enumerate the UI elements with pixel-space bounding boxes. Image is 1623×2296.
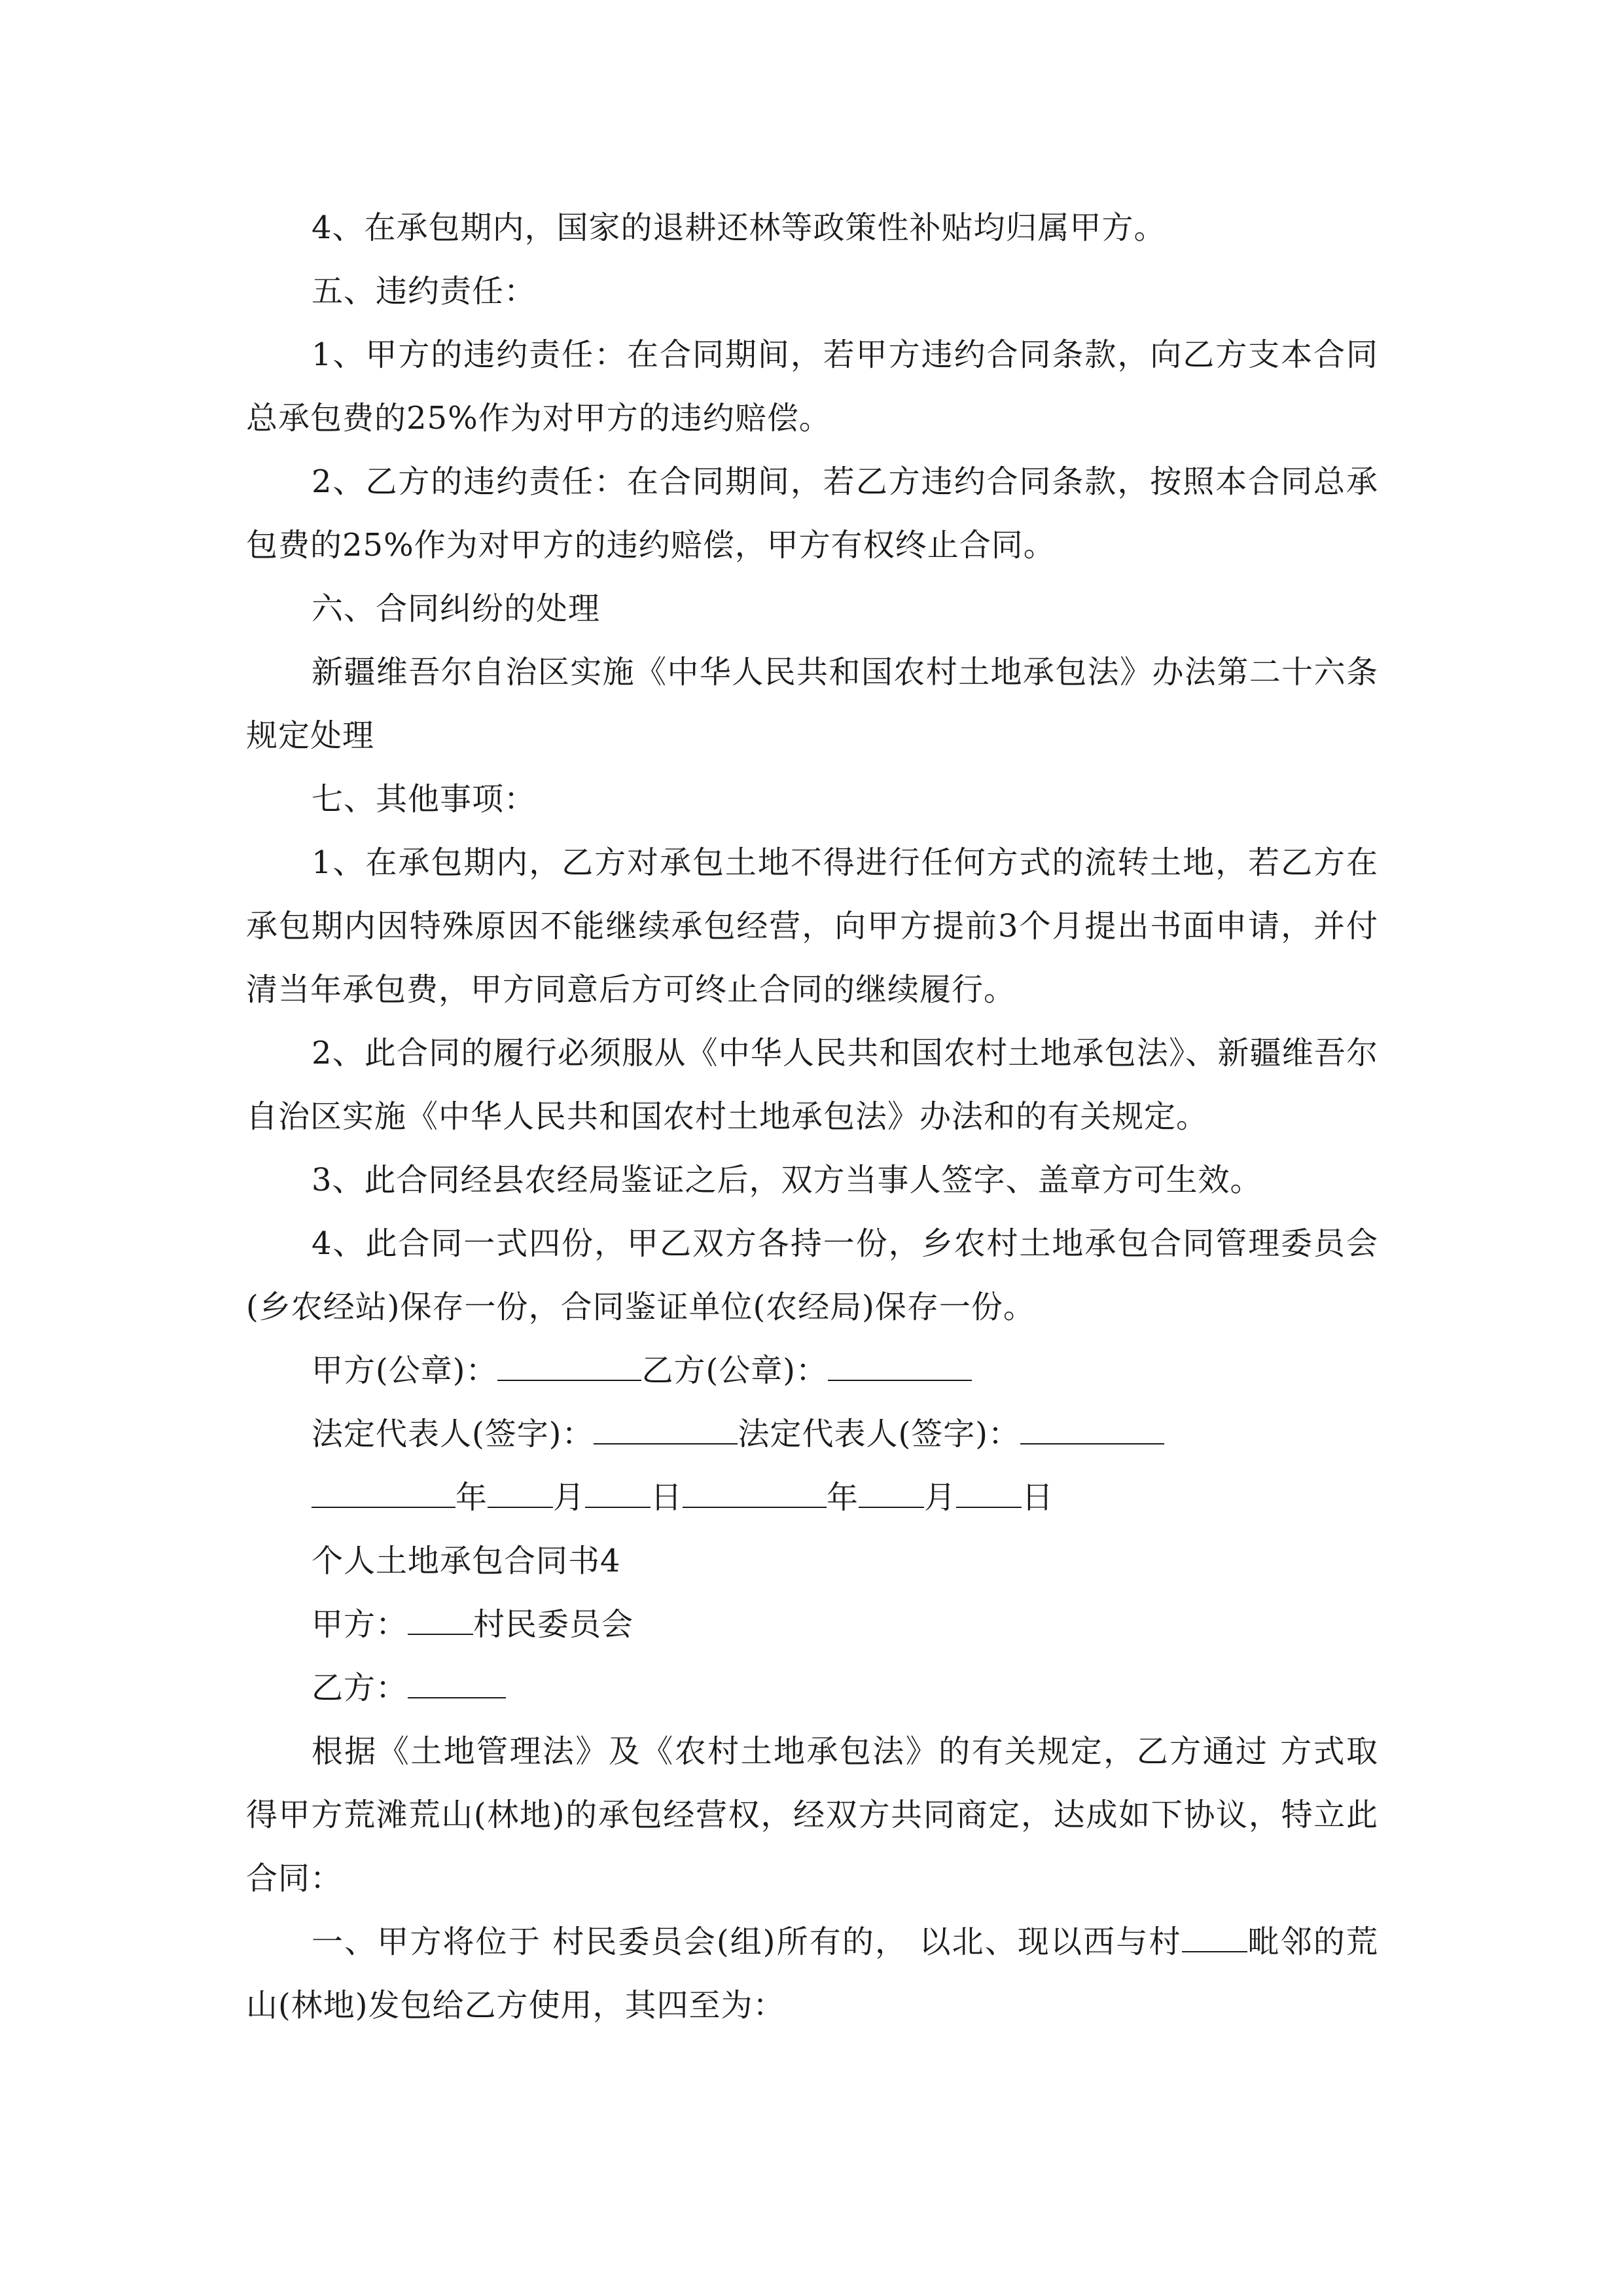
paragraph-subsidy: 4、在承包期内，国家的退耕还林等政策性补贴均归属甲方。	[312, 209, 1166, 246]
date-a-day-blank[interactable]	[585, 1480, 651, 1508]
date-b-month-blank[interactable]	[859, 1480, 924, 1508]
paragraph-compliance: 2、此合同的履行必须服从《中华人民共和国农村土地承包法》、新疆维吾尔自治区实施《中华人民共和国农村土地承包法》办法和的有关规定。	[246, 1035, 1378, 1135]
paragraph-party-b-breach: 2、乙方的违约责任：在合同期间，若乙方违约合同条款，按照本合同总承包费的25%作为对甲方的违约赔偿，甲方有权终止合同。	[246, 463, 1378, 564]
paragraph-transfer: 1、在承包期内，乙方对承包土地不得进行任何方式的流转土地，若乙方在承包期内因特殊原因不能继续承包经营，向甲方提前3个月提出书面申请，并付清当年承包费，甲方同意后方可终止合同的继续履行。	[246, 844, 1378, 1008]
party-b-seal-label: 乙方(公章)：	[641, 1352, 828, 1389]
contract4-party-a-blank[interactable]	[408, 1607, 473, 1635]
document-body	[246, 196, 1378, 2037]
paragraph-dispute: 新疆维吾尔自治区实施《中华人民共和国农村土地承包法》办法第二十六条规定处理	[246, 654, 1378, 754]
paragraph-copies: 4、此合同一式四份，甲乙双方各持一份，乡农村土地承包合同管理委员会(乡农经站)保存一份，合同鉴证单位(农经局)保存一份。	[246, 1225, 1378, 1325]
section-heading-other: 七、其他事项：	[312, 781, 537, 817]
rep-sign-a-label: 法定代表人(签字)：	[312, 1416, 594, 1452]
signature-rep-line	[246, 1403, 1378, 1466]
contract4-party-a-label: 甲方：	[312, 1606, 408, 1643]
date-b-day-label: 日	[1022, 1479, 1054, 1516]
date-b-year-label: 年	[827, 1479, 859, 1516]
contract4-party-b-blank[interactable]	[408, 1671, 506, 1698]
contract4-clause1-part2: 毗邻的荒山(林地)发包给乙方使用，其四至为：	[246, 1924, 1378, 2024]
section-heading-breach: 五、违约责任：	[312, 273, 537, 310]
rep-sign-a-blank[interactable]	[594, 1417, 738, 1444]
date-b-day-blank[interactable]	[956, 1480, 1022, 1508]
contract4-title: 个人土地承包合同书4	[312, 1543, 621, 1579]
contract4-village-blank[interactable]	[1182, 1925, 1247, 1952]
contract4-party-a-suffix: 村民委员会	[473, 1606, 634, 1643]
date-b-month-label: 月	[924, 1479, 957, 1516]
contract4-clause1	[246, 1910, 1378, 2037]
contract4-party-a-line	[246, 1593, 1378, 1657]
party-a-seal-blank[interactable]	[497, 1354, 641, 1381]
contract4-party-b-line	[246, 1657, 1378, 1720]
signature-date-line	[246, 1466, 1378, 1530]
date-a-day-label: 日	[651, 1479, 683, 1516]
contract4-clause1-part1: 一、甲方将位于 村民委员会(组)所有的， 以北、现以西与村	[312, 1924, 1182, 1960]
paragraph-effective: 3、此合同经县农经局鉴证之后，双方当事人签字、盖章方可生效。	[312, 1162, 1262, 1198]
section-heading-dispute: 六、合同纠纷的处理	[312, 590, 601, 627]
party-a-seal-label: 甲方(公章)：	[312, 1352, 498, 1389]
contract4-intro: 根据《土地管理法》及《农村土地承包法》的有关规定，乙方通过 方式取得甲方荒滩荒山(林地)的承包经营权，经双方共同商定，达成如下协议，特立此合同：	[246, 1733, 1378, 1897]
date-a-month-label: 月	[553, 1479, 586, 1516]
date-b-year-blank[interactable]	[683, 1480, 827, 1508]
date-a-year-blank[interactable]	[312, 1480, 455, 1508]
date-a-year-label: 年	[455, 1479, 488, 1516]
signature-seal-line	[246, 1339, 1378, 1403]
party-b-seal-blank[interactable]	[828, 1354, 972, 1381]
date-a-month-blank[interactable]	[488, 1480, 553, 1508]
rep-sign-b-blank[interactable]	[1020, 1417, 1164, 1444]
rep-sign-b-label: 法定代表人(签字)：	[738, 1416, 1020, 1452]
paragraph-party-a-breach: 1、甲方的违约责任：在合同期间，若甲方违约合同条款，向乙方支本合同总承包费的25%作为对甲方的违约赔偿。	[246, 336, 1378, 437]
contract4-party-b-label: 乙方：	[312, 1670, 408, 1706]
